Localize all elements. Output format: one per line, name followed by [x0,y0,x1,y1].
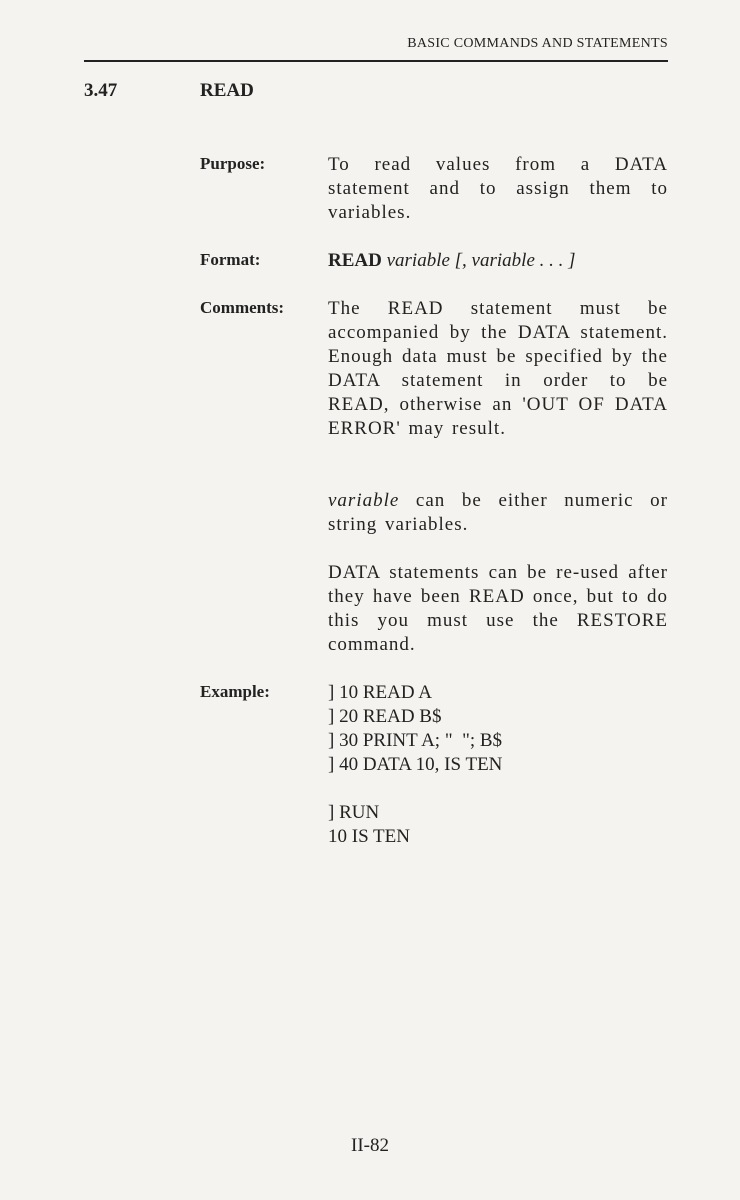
comments-paragraph-3: DATA statements can be re-used after they have been READ once, but to do this you must use the RESTORE command. [328,562,668,655]
format-syntax [328,249,668,273]
variable-term: variable [328,490,400,511]
program-line: ] 10 READ A [328,682,432,703]
header-rule [84,60,668,62]
running-head: BASIC COMMANDS AND STATEMENTS [407,36,668,51]
comments-paragraph-2-text: can be either numeric or string variables. [328,490,668,535]
page-number: II-82 [351,1135,389,1156]
program-line: ] 40 DATA 10, IS TEN [328,754,503,775]
format-keyword: READ [328,250,382,271]
program-line: ] 20 READ B$ [328,706,442,727]
program-line: ] 30 PRINT A; " "; B$ [328,730,503,751]
comments-label: Comments: [200,298,285,317]
example-program [328,681,668,777]
comments-paragraph-1: The READ statement must be accompanied by the DATA statement. Enough data must be specified by the DATA statement in order to be READ, otherwise an 'OUT OF DATA ERROR' may result. [328,298,668,439]
purpose-label: Purpose: [200,154,266,173]
example-output [328,801,668,849]
comments-paragraph-2 [328,489,668,537]
purpose-text: To read values from a DATA statement and to assign them to variables. [328,154,668,223]
example-label: Example: [200,682,270,701]
section-number: 3.47 [84,80,118,101]
output-line: 10 IS TEN [328,826,410,847]
format-label: Format: [200,250,261,269]
section-title: READ [200,80,254,101]
output-line: ] RUN [328,802,380,823]
format-arguments: variable [, variable . . . ] [386,250,576,271]
